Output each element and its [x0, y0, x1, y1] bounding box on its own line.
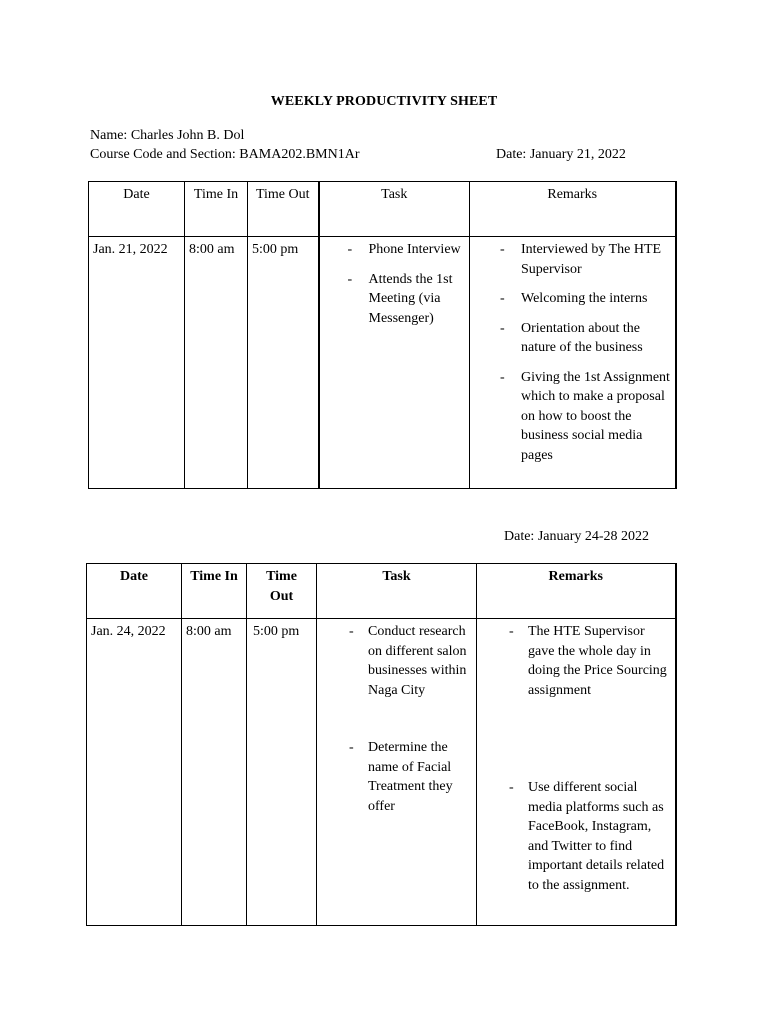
table-header-row [87, 564, 676, 619]
productivity-table-1 [88, 181, 677, 489]
header-task: Task [317, 564, 477, 619]
cell-time-in: 8:00 am [182, 619, 247, 926]
remark-item: - Welcoming the interns [474, 289, 671, 309]
remark-item: - Giving the 1st Assignment which to make a proposal on how to boost the business social media pages [474, 368, 671, 466]
header-date: Date [87, 564, 182, 619]
remark-item: - Interviewed by The HTE Supervisor [474, 240, 671, 279]
remark-item: - Use different social media platforms such as FaceBook, Instagram, and Twitter to find important details related to the assignment. [481, 778, 671, 895]
date-line-week-2: Date: January 24-28 2022 [504, 529, 650, 544]
productivity-table-2 [86, 563, 677, 926]
header-task: Task [319, 182, 470, 237]
cell-date: Jan. 24, 2022 [87, 619, 182, 926]
task-item: - Attends the 1st Meeting (via Messenger) [322, 270, 466, 329]
cell-time-out: 5:00 pm [248, 237, 319, 489]
cell-remarks [477, 619, 676, 926]
task-item: - Determine the name of Facial Treatment they offer [321, 738, 472, 816]
cell-task [317, 619, 477, 926]
header-time-out: Time Out [247, 564, 317, 619]
date-line-week-1: Date: January 21, 2022 [496, 147, 626, 162]
cell-time-in: 8:00 am [185, 237, 248, 489]
cell-time-out: 5:00 pm [247, 619, 317, 926]
table-row [87, 619, 676, 926]
task-item: - Phone Interview [322, 240, 466, 260]
table-header-row [89, 182, 676, 237]
table-row [89, 237, 676, 489]
header-date: Date [89, 182, 185, 237]
header-time-in: Time In [182, 564, 247, 619]
header-time-out: Time Out [248, 182, 319, 237]
cell-task [319, 237, 470, 489]
cell-remarks [470, 237, 676, 489]
name-line: Name: Charles John B. Dol [90, 128, 245, 143]
header-remarks: Remarks [477, 564, 676, 619]
header-remarks: Remarks [470, 182, 676, 237]
remark-item: - Orientation about the nature of the business [474, 319, 671, 358]
course-line: Course Code and Section: BAMA202.BMN1Ar [90, 147, 360, 162]
remark-item: - The HTE Supervisor gave the whole day in doing the Price Sourcing assignment [481, 622, 671, 700]
task-item: - Conduct research on different salon businesses within Naga City [321, 622, 472, 700]
cell-date: Jan. 21, 2022 [89, 237, 185, 489]
header-time-in: Time In [185, 182, 248, 237]
sheet-title: WEEKLY PRODUCTIVITY SHEET [270, 94, 498, 109]
